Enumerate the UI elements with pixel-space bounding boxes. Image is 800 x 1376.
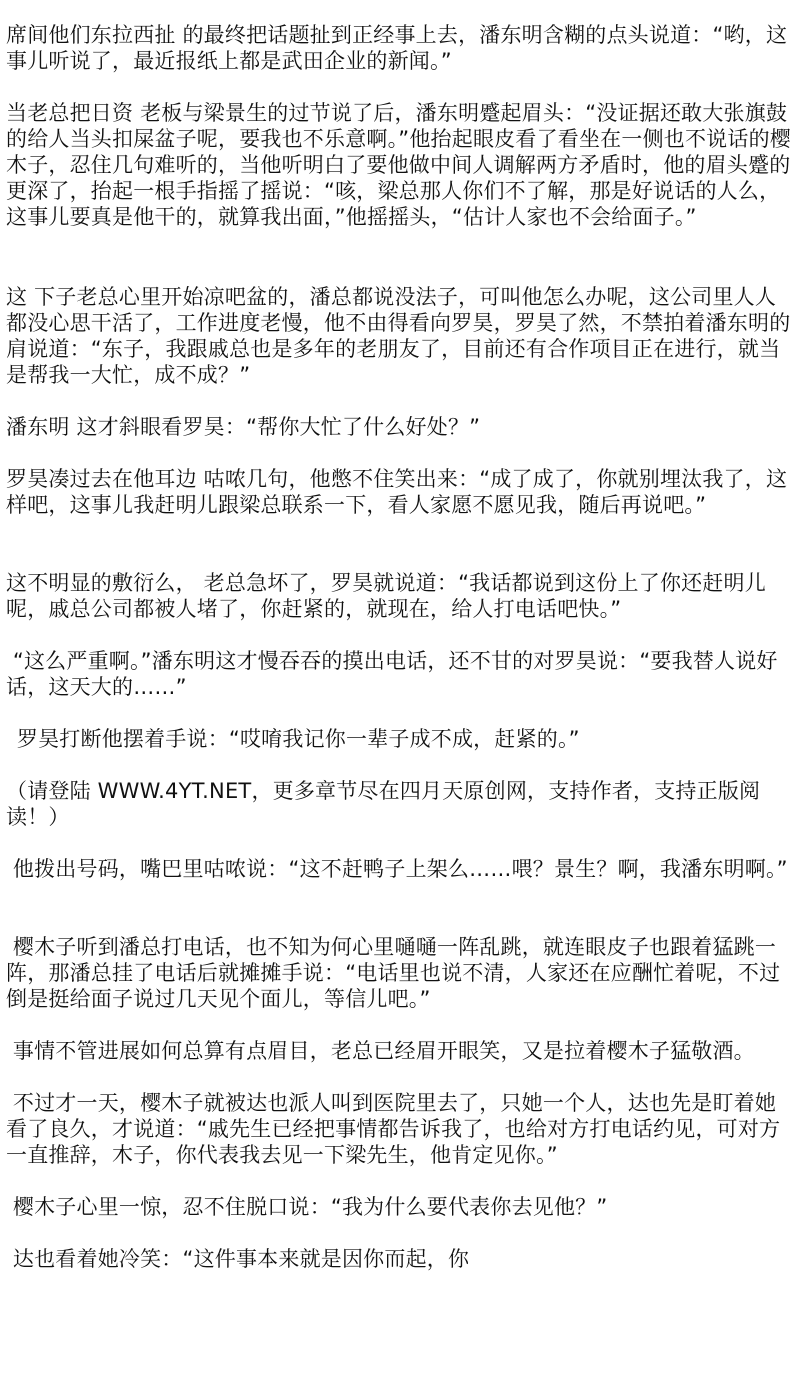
paragraph-10: 他拨出号码，嘴巴里咕哝说：“这不赶鸭子上架么……喂？景生？啊，我潘东明啊。” (6, 857, 788, 881)
paragraph-14: 樱木子心里一惊，忍不住脱口说：“我为什么要代表你去见他？” (6, 1195, 608, 1219)
paragraph-5: 罗昊凑过去在他耳边 咕哝几句，他憋不住笑出来：“成了成了，你就别埋汰我了，这样吧，这事儿我赶明儿跟梁总联系一下，看人家愿不愿见我，随后再说吧。” (6, 467, 788, 517)
paragraph-2: 当老总把日资 老板与梁景生的过节说了后，潘东明蹙起眉头：“没证据还敢大张旗鼓的给人当头扣屎盆子呢，要我也不乐意啊。”他抬起眼皮看了看坐在一侧也不说话的樱木子，忍住几句难听的，当他听明白了要他做中间人调解两方矛盾时，他的眉头蹙的更深了，抬起一根手指摇了摇说：“咳，梁总那人你们不了解，那是好说话的人么，这事儿要真是他干的，就算我出面，”他摇摇头，“估计人家也不会给面子。” (6, 101, 791, 229)
paragraph-15: 达也看着她冷笑：“这件事本来就是因你而起，你 (6, 1247, 470, 1271)
paragraph-8: 罗昊打断他摆着手说：“哎唷我记你一辈子成不成，赶紧的。” (10, 727, 580, 751)
paragraph-7: “这么严重啊。”潘东明这才慢吞吞的摸出电话，还不甘的对罗昊说：“要我替人说好话，这天大的……” (6, 649, 778, 699)
paragraph-11: 樱木子听到潘总打电话，也不知为何心里嗵嗵一阵乱跳，就连眼皮子也跟着猛跳一阵，那潘总挂了电话后就摊摊手说：“电话里也说不清，人家还在应酬忙着呢，不过倒是挺给面子说过几天见个面儿，等信儿吧。” (6, 935, 781, 1011)
paragraph-9-notice: （请登陆 WWW.4YT.NET，更多章节尽在四月天原创网，支持作者，支持正版阅读！） (6, 779, 761, 829)
paragraph-3: 这 下子老总心里开始凉吧盆的，潘总都说没法子，可叫他怎么办呢，这公司里人人都没心思干活了，工作进度老慢，他不由得看向罗昊，罗昊了然，不禁拍着潘东明的肩说道：“东子，我跟戚总也是多年的老朋友了，目前还有合作项目正在进行，就当是帮我一大忙，成不成？” (6, 285, 791, 387)
paragraph-4: 潘东明 这才斜眼看罗昊：“帮你大忙了什么好处？” (6, 415, 481, 439)
paragraph-6: 这不明显的敷衍么， 老总急坏了，罗昊就说道：“我话都说到这份上了你还赶明儿呢，戚总公司都被人堵了，你赶紧的，就现在，给人打电话吧快。” (6, 571, 766, 621)
paragraph-12: 事情不管进展如何总算有点眉目，老总已经眉开眼笑，又是拉着樱木子猛敬酒。 (6, 1039, 755, 1063)
paragraph-13: 不过才一天，樱木子就被达也派人叫到医院里去了，只她一个人，达也先是盯着她看了良久，才说道：“戚先生已经把事情都告诉我了，也给对方打电话约见，可对方一直推辞，木子，你代表我去见一下梁先生，他肯定见你。” (6, 1091, 781, 1167)
paragraph-1: 席间他们东拉西扯 的最终把话题扯到正经事上去，潘东明含糊的点头说道：“哟，这事儿听说了，最近报纸上都是武田企业的新闻。” (6, 23, 788, 73)
